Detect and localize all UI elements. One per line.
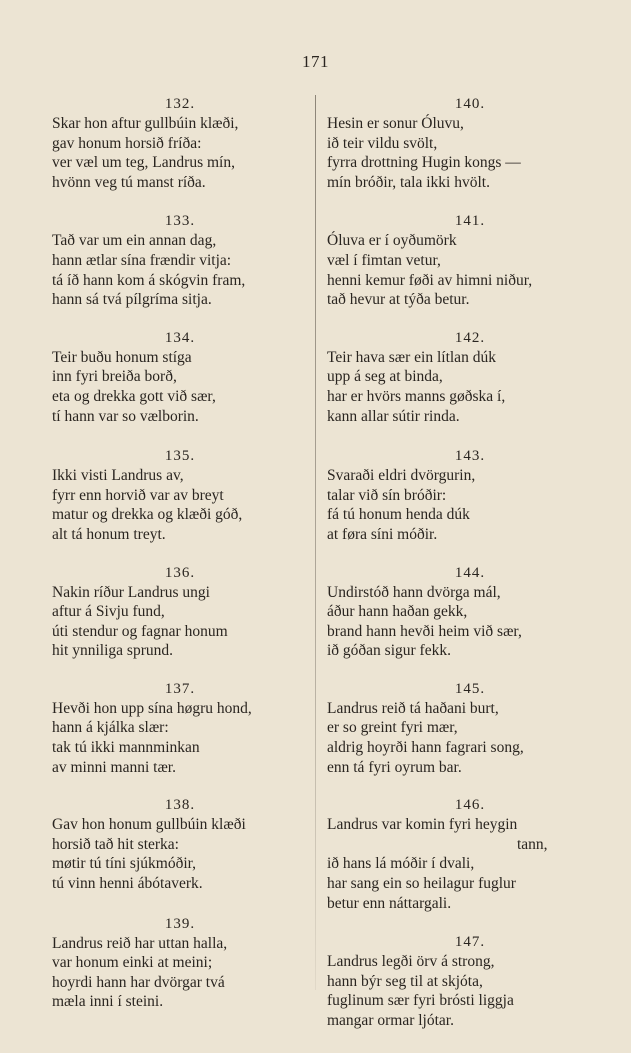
stanza-number: 145. — [454, 680, 486, 697]
verse-line: er so greint fyri mær, — [327, 719, 458, 737]
verse-line: hit ynniliga sprund. — [52, 642, 173, 660]
verse-line: matur og drekka og klæði góð, — [52, 506, 243, 524]
stanza-number: 132. — [164, 96, 196, 112]
verse-line: tá íð hann kom á skógvin fram, — [52, 271, 246, 289]
verse-line: hann býr seg til at skjóta, — [327, 972, 483, 990]
stanza — [327, 679, 613, 777]
stanza-number: 134. — [164, 329, 196, 346]
verse-line: horsið tað hit sterka: — [52, 835, 179, 853]
stanza — [52, 679, 308, 777]
verse-line: at føra síni móðir. — [327, 525, 438, 543]
verse-line: brand hann hevði heim við sær, — [327, 622, 522, 640]
stanza — [52, 795, 308, 893]
stanza — [52, 211, 308, 309]
stanza — [327, 795, 613, 913]
verse-line: Landrus var komin fyri heygin — [327, 816, 518, 834]
stanza-number: 138. — [164, 797, 196, 814]
stanza-number: 147. — [454, 934, 486, 951]
verse-line: Teir buðu honum stíga — [52, 348, 192, 366]
verse-line: fyrr enn horvið var av breyt — [52, 486, 224, 504]
verse-line: Hesin er sonur Óluvu, — [327, 115, 464, 132]
verse-line: ver væl um teg, Landrus mín, — [52, 154, 235, 172]
verse-line: fá tú honum henda dúk — [327, 506, 470, 524]
verse-line: Svaraði eldri dvörgurin, — [327, 467, 476, 485]
right-column — [327, 94, 613, 1031]
stanza — [327, 94, 613, 192]
stanza — [52, 563, 308, 661]
verse-line: úti stendur og fagnar honum — [52, 622, 228, 640]
verse-line: Nakin ríður Landrus ungi — [52, 583, 210, 601]
stanza-number: 146. — [454, 797, 486, 814]
verse-line: hann sá tvá pílgríma sitja. — [52, 291, 212, 309]
verse-line: inn fyri breiða borð, — [52, 368, 177, 386]
stanza-number: 135. — [164, 448, 196, 465]
stanza-number: 137. — [164, 680, 196, 697]
verse-line: fuglinum sær fyri brósti liggja — [327, 992, 514, 1010]
verse-line: hann ætlar sína frændir vitja: — [52, 251, 232, 269]
stanza-number: 144. — [454, 564, 486, 581]
verse-line: væl í fimtan vetur, — [327, 251, 441, 269]
stanza-number: 140. — [454, 96, 486, 112]
verse-line: ið góðan sigur fekk. — [327, 642, 451, 660]
verse-line: enn tá fyri oyrum bar. — [327, 758, 462, 776]
verse-line: tak tú ikki mannminkan — [52, 739, 200, 757]
verse-line: Tað var um ein annan dag, — [52, 232, 217, 250]
verse-line: betur enn náttargali. — [327, 894, 452, 912]
verse-line: ið hans lá móðir í dvali, — [327, 855, 475, 873]
verse-line: fyrra drottning Hugin kongs — — [327, 154, 521, 172]
stanza — [327, 563, 613, 661]
stanza — [52, 914, 308, 1012]
stanza — [327, 932, 613, 1030]
stanza-number: 142. — [454, 329, 486, 346]
verse-line: aftur á Sivju fund, — [52, 603, 165, 621]
verse-line: hoyrdi hann har dvörgar tvá — [52, 973, 225, 991]
stanza — [52, 446, 308, 544]
verse-line: hann á kjálka slær: — [52, 719, 169, 737]
stanza-number: 143. — [454, 448, 486, 465]
verse-line: Undirstóð hann dvörga mál, — [327, 583, 501, 601]
verse-line: henni kemur føði av himni niður, — [327, 271, 533, 289]
verse-line: ið teir vildu svölt, — [327, 134, 438, 152]
verse-line: Skar hon aftur gullbúin klæði, — [52, 115, 239, 132]
verse-line: Óluva er í oyðumörk — [327, 232, 457, 250]
stanza — [52, 328, 308, 426]
stanza-number: 133. — [164, 213, 196, 230]
verse-line: gav honum horsið fríða: — [52, 134, 202, 152]
verse-line: upp á seg at binda, — [327, 368, 443, 386]
verse-line: av minni manni tær. — [52, 758, 176, 776]
verse-line: Gav hon honum gullbúin klæði — [52, 816, 246, 834]
stanza-number: 139. — [164, 915, 196, 932]
stanza — [327, 211, 613, 309]
verse-line: áður hann haðan gekk, — [327, 603, 468, 621]
stanza-number: 136. — [164, 564, 196, 581]
verse-line: tann, — [517, 835, 548, 853]
verse-line: tí hann var so vælborin. — [52, 407, 199, 425]
stanza — [327, 328, 613, 426]
verse-line: Landrus reið tá haðani burt, — [327, 699, 499, 717]
verse-line: hvönn veg tú manst ríða. — [52, 173, 206, 191]
verse-line: mangar ormar ljótar. — [327, 1012, 454, 1029]
verse-line: tað hevur at týða betur. — [327, 291, 470, 309]
verse-line: kann allar sútir rinda. — [327, 407, 460, 425]
verse-line: var honum einki at meini; — [52, 954, 213, 972]
stanza-number: 141. — [454, 213, 486, 230]
column-divider — [315, 95, 316, 990]
verse-line: alt tá honum treyt. — [52, 525, 166, 543]
verse-line: Ikki visti Landrus av, — [52, 467, 184, 485]
page-number: 171 — [302, 52, 329, 71]
stanza — [327, 446, 613, 544]
verse-line: har sang ein so heilagur fuglur — [327, 875, 516, 893]
stanza — [52, 94, 308, 192]
verse-line: tú vinn henni ábótaverk. — [52, 875, 203, 893]
verse-line: Hevði hon upp sína høgru hond, — [52, 699, 252, 717]
verse-line: mæla inni í steini. — [52, 993, 164, 1011]
left-column — [52, 94, 308, 1012]
verse-line: Teir hava sær ein lítlan dúk — [327, 348, 496, 366]
verse-line: møtir tú tíni sjúkmóðir, — [52, 855, 197, 873]
verse-line: Landrus reið har uttan halla, — [52, 934, 228, 952]
verse-line: har er hvörs manns gøðska í, — [327, 387, 506, 405]
verse-line: mín bróðir, tala ikki hvölt. — [327, 173, 490, 191]
verse-line: Landrus legði örv á strong, — [327, 953, 495, 971]
verse-line: aldrig hoyrði hann fagrari song, — [327, 739, 524, 757]
verse-line: talar við sín bróðir: — [327, 486, 447, 504]
verse-line: eta og drekka gott við sær, — [52, 387, 216, 405]
